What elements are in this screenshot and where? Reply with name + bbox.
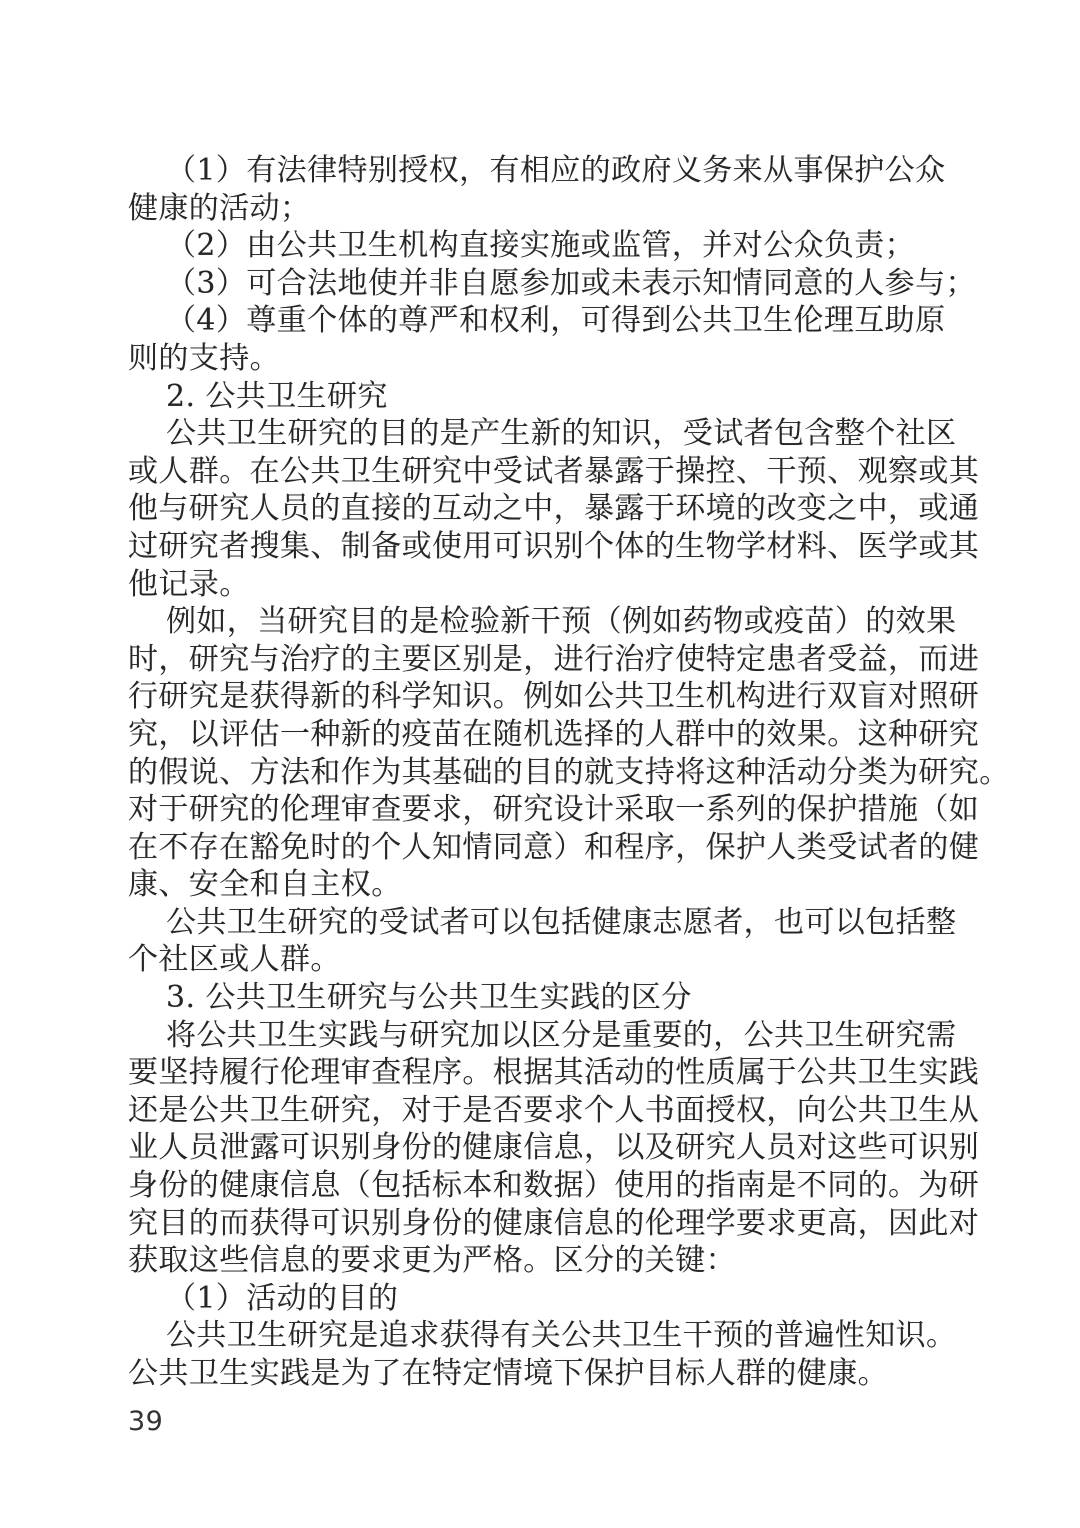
text-line: 则的支持。 xyxy=(128,340,280,376)
paragraph xyxy=(128,904,980,979)
text-line: 康、安全和自主权。 xyxy=(128,867,402,903)
text-line: 或人群。在公共卫生研究中受试者暴露于操控、干预、观察或其 xyxy=(128,453,980,489)
text-line: 公共卫生研究是追求获得有关公共卫生干预的普遍性知识。 xyxy=(166,1318,957,1354)
text-line: （3）可合法地使并非自愿参加或未表示知情同意的人参与； xyxy=(166,265,976,301)
paragraph xyxy=(128,603,1010,904)
paragraph xyxy=(128,1280,980,1318)
text-line: 对于研究的伦理审查要求，研究设计采取一系列的保护措施（如 xyxy=(128,792,980,828)
paragraph xyxy=(128,1317,980,1392)
text-line: 他与研究人员的直接的互动之中，暴露于环境的改变之中，或通 xyxy=(128,491,980,527)
paragraph xyxy=(128,302,980,377)
paragraph xyxy=(128,265,980,303)
paragraph xyxy=(128,415,980,603)
page-number: 39 xyxy=(128,1406,164,1437)
text-line: 他记录。 xyxy=(128,566,250,602)
paragraph xyxy=(128,227,980,265)
text-line: 时，研究与治疗的主要区别是，进行治疗使特定患者受益，而进 xyxy=(128,641,980,677)
text-line: 2. 公共卫生研究 xyxy=(166,378,388,414)
paragraph xyxy=(128,1017,980,1280)
text-line: 的假说、方法和作为其基础的目的就支持将这种活动分类为研究。 xyxy=(128,754,1010,790)
text-line: （1）有法律特别授权，有相应的政府义务来从事保护公众 xyxy=(166,153,946,188)
text-line: 身份的健康信息（包括标本和数据）使用的指南是不同的。为研 xyxy=(128,1168,980,1204)
text-line: 还是公共卫生研究，对于是否要求个人书面授权，向公共卫生从 xyxy=(128,1092,980,1128)
body-text xyxy=(128,152,1010,1393)
text-line: 健康的活动； xyxy=(128,190,311,226)
text-line: 究目的而获得可识别身份的健康信息的伦理学要求更高，因此对 xyxy=(128,1205,980,1241)
paragraph xyxy=(128,152,980,227)
text-line: 行研究是获得新的科学知识。例如公共卫生机构进行双盲对照研 xyxy=(128,679,980,715)
text-line: 获取这些信息的要求更为严格。区分的关键： xyxy=(128,1243,736,1279)
text-line: 业人员泄露可识别身份的健康信息，以及研究人员对这些可识别 xyxy=(128,1130,980,1166)
text-line: 公共卫生研究的受试者可以包括健康志愿者，也可以包括整 xyxy=(166,904,957,940)
paragraph xyxy=(128,378,980,416)
text-line: 个社区或人群。 xyxy=(128,942,341,978)
text-line: （1）活动的目的 xyxy=(166,1280,399,1316)
text-line: 要坚持履行伦理审查程序。根据其活动的性质属于公共卫生实践 xyxy=(128,1055,980,1091)
paragraph xyxy=(128,979,980,1017)
text-line: 将公共卫生实践与研究加以区分是重要的，公共卫生研究需 xyxy=(166,1017,957,1053)
text-line: 在不存在豁免时的个人知情同意）和程序，保护人类受试者的健 xyxy=(128,829,980,865)
text-line: （2）由公共卫生机构直接实施或监管，并对公众负责； xyxy=(166,228,916,264)
text-line: 3. 公共卫生研究与公共卫生实践的区分 xyxy=(166,980,692,1016)
text-line: 过研究者搜集、制备或使用可识别个体的生物学材料、医学或其 xyxy=(128,528,980,564)
text-line: 例如，当研究目的是检验新干预（例如药物或疫苗）的效果 xyxy=(166,604,957,640)
text-line: 究，以评估一种新的疫苗在随机选择的人群中的效果。这种研究 xyxy=(128,716,980,752)
text-line: 公共卫生研究的目的是产生新的知识，受试者包含整个社区 xyxy=(166,416,957,452)
text-line: （4）尊重个体的尊严和权利，可得到公共卫生伦理互助原 xyxy=(166,303,946,339)
text-line: 公共卫生实践是为了在特定情境下保护目标人群的健康。 xyxy=(128,1356,888,1391)
